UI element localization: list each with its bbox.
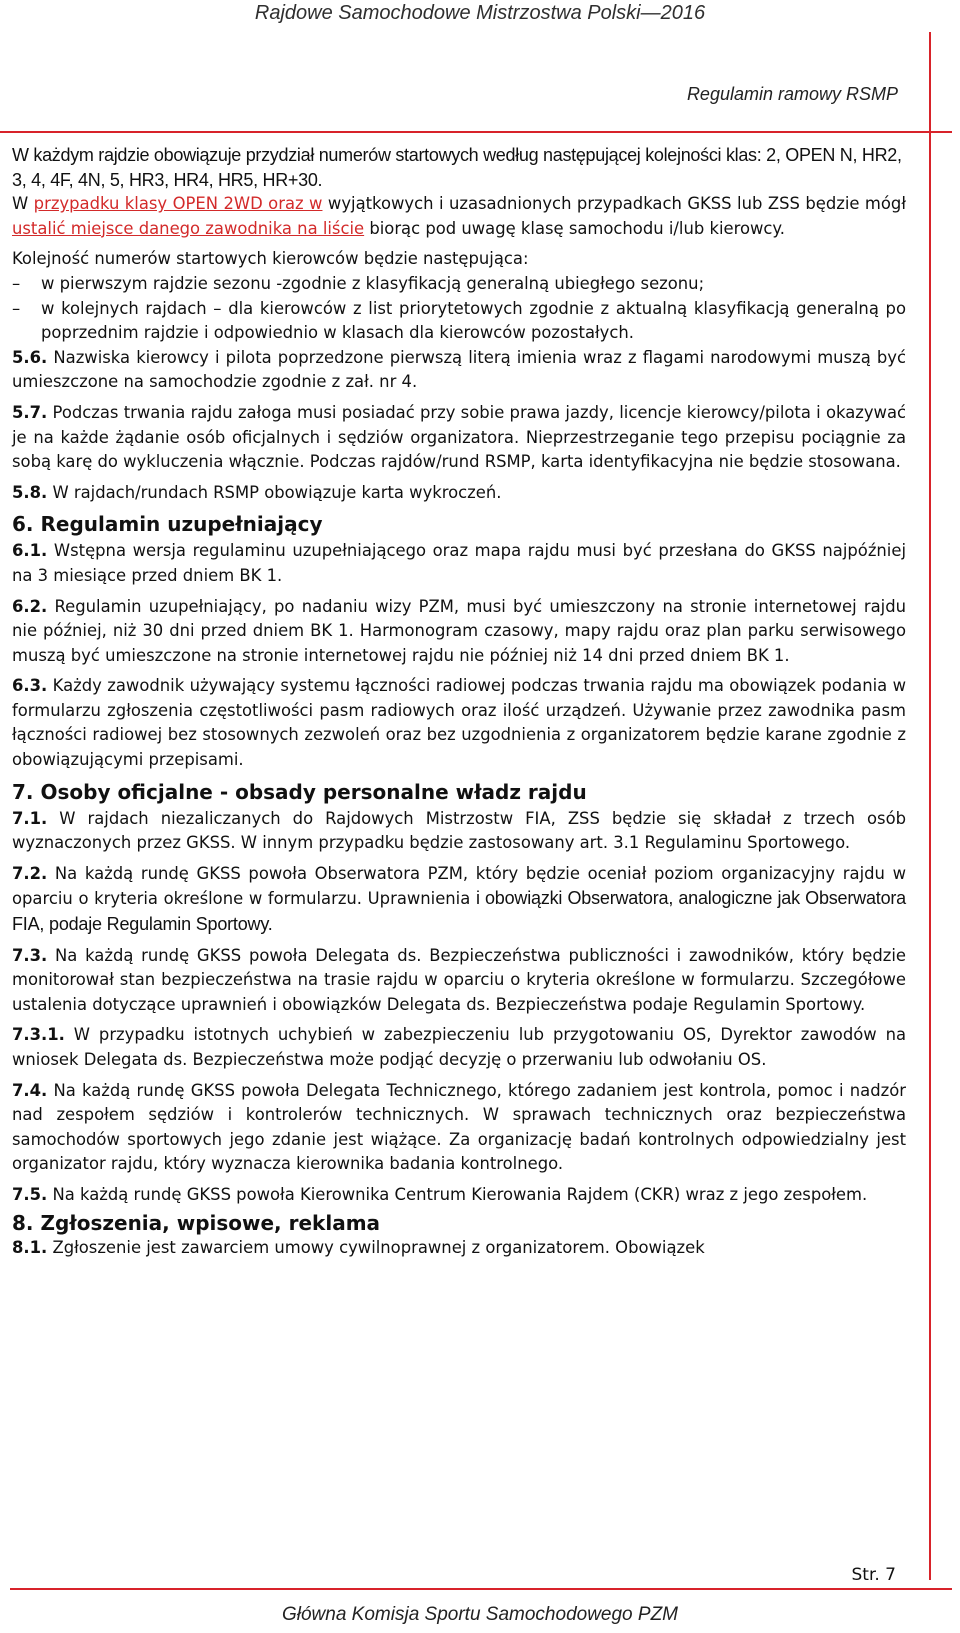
document-subtitle: Regulamin ramowy RSMP — [686, 84, 898, 104]
page-number: Str. 7 — [851, 1565, 896, 1585]
section-6-2 — [12, 595, 906, 669]
dash-bullet: – — [12, 273, 21, 293]
footer-rule — [10, 1588, 952, 1590]
paragraph-open-2wd — [12, 192, 906, 241]
section-number: 8.1. — [12, 1237, 48, 1257]
heading-section-7: 7. Osoby oficjalne - obsady personalne władz rajdu — [12, 779, 587, 804]
section-5-7 — [12, 401, 906, 475]
page-content — [12, 143, 906, 1260]
section-7-1 — [12, 807, 906, 856]
section-text: Każdy zawodnik używający systemu łączności radiowej podczas trwania rajdu ma obowiązek podania w formularzu zgłoszenia częstotliwości pasm radiowych oraz ilość urządzeń. Używanie przez zawodnika pasm łączności radiowej bez stosownych zezwoleń oraz bez uzgodnienia z organizatorem będzie karane zgodnie z obowiązującymi przepisami. — [12, 676, 906, 770]
list-item-text: w pierwszym rajdzie sezonu -zgodnie z klasyfikacją generalną ubiegłego sezonu; — [41, 273, 705, 293]
section-number: 6.3. — [12, 676, 48, 696]
section-text: Na każdą rundę GKSS powoła Obserwatora PZM, który będzie oceniał poziom organizacyjny rajdu w oparciu o kryteria określone w formularzu. Uprawnienia — [12, 863, 906, 909]
section-number: 5.8. — [12, 482, 48, 502]
margin-rule — [929, 32, 931, 1580]
section-number: 7.2. — [12, 863, 48, 883]
heading-section-8: 8. Zgłoszenia, wpisowe, reklama — [12, 1210, 381, 1235]
section-number: 6.2. — [12, 596, 48, 616]
list-item — [12, 272, 906, 297]
section-text: Nazwiska kierowcy i pilota poprzedzone pierwszą literą imienia wraz z flagami narodowymi muszą być umieszczone na samochodzie zgodnie z zał. nr 4. — [12, 347, 906, 392]
tracked-change-link[interactable]: przypadku klasy OPEN 2WD oraz w — [33, 194, 323, 214]
section-number: 5.7. — [12, 402, 48, 422]
section-text: Wstępna wersja regulaminu uzupełniającego oraz mapa rajdu musi być przesłana do GKSS najpóźniej na 3 miesiące przed dniem BK 1. — [12, 541, 906, 585]
section-6-3 — [12, 674, 906, 772]
section-6-1 — [12, 539, 906, 588]
section-number: 7.3. — [12, 945, 48, 965]
section-number: 7.1. — [12, 808, 48, 828]
section-number: 6.1. — [12, 541, 48, 561]
paragraph-class-order: W każdym rajdzie obowiązuje przydział numerów startowych według następującej kolejności klas: 2, OPEN N, HR2, 3, 4, 4F, 4N, 5, HR3, HR4, HR5, HR+30. — [12, 145, 902, 190]
section-number: 7.4. — [12, 1080, 48, 1100]
section-text: W rajdach niezaliczanych do Rajdowych Mistrzostw FIA, ZSS będzie się składał z trzech osób wyznaczonych przez GKSS. W innym przypadku będzie zastosowany art. 3.1 Regulaminu Sportowego. — [12, 808, 906, 853]
section-text: Zgłoszenie jest zawarciem umowy cywilnoprawnej z organizatorem. Obowiązek — [47, 1237, 705, 1257]
page-header: Rajdowe Samochodowe Mistrzostwa Polski—2016 — [254, 2, 706, 24]
section-text: W przypadku istotnych uchybień w zabezpieczeniu lub przygotowaniu OS, Dyrektor zawodów na wniosek Delegata ds. Bezpieczeństwa może podjąć decyzję o przerwaniu lub odwołaniu OS. — [12, 1025, 906, 1069]
text-segment: biorąc pod uwagę klasę samochodu i/lub kierowcy. — [364, 218, 785, 238]
text-segment: wyjątkowych i uzasadnionych przypadkach GKSS lub ZSS będzie mógł — [322, 194, 906, 214]
section-text: Na każdą rundę GKSS powoła Delegata Technicznego, którego zadaniem jest kontrola, pomoc i nadzór nad zespołem sędziów i kontrolerów technicznych. W sprawach technicznych oraz bezpieczeństwa samochodów sportowych jego zdanie jest wiążące. Za organizację badań kontrolnych odpowiedzialny jest organizator rajdu, który wyznacza kierownika badania kontrolnego. — [12, 1080, 906, 1174]
section-text: Podczas trwania rajdu załoga musi posiadać przy sobie prawa jazdy, licencje kierowcy/pilota i okazywać je na każde żądanie osób oficjalnych i sędziów organizatora. Nieprzestrzeganie tego przepisu pociągnie za sobą karę do wykluczenia włącznie. Podczas rajdów/rund RSMP, karta identyfikacyjna nie będzie stosowana. — [12, 402, 906, 472]
list-item-text: w kolejnych rajdach – dla kierowców z list priorytetowych zgodnie z aktualną klasyfikacją generalną po poprzednim rajdzie i odpowiednio w klasach dla kierowców pozostałych. — [41, 298, 906, 343]
section-text-tail: i obowiązki Obserwatora, analogiczne jak Obserwatora FIA, podaje Regulamin Sportowy. — [12, 888, 906, 935]
section-number: 7.5. — [12, 1184, 48, 1204]
heading-section-6: 6. Regulamin uzupełniający — [12, 512, 323, 537]
section-7-4 — [12, 1079, 906, 1177]
dash-bullet: – — [12, 298, 21, 318]
section-7-3-1 — [12, 1023, 906, 1072]
header-rule — [0, 131, 952, 133]
section-number: 5.6. — [12, 347, 48, 367]
list-item — [12, 297, 906, 346]
section-5-8 — [12, 481, 906, 506]
section-text: Regulamin uzupełniający, po nadaniu wizy PZM, musi być umieszczony na stronie internetowej rajdu nie później, niż 30 dni przed dniem BK 1. Harmonogram czasowy, mapy rajdu oraz plan parku serwisowego muszą być umieszczone na stronie internetowej rajdu nie później niż 14 dni przed dniem BK 1. — [12, 596, 906, 665]
section-5-6 — [12, 346, 906, 395]
paragraph-order-intro: Kolejność numerów startowych kierowców będzie następująca: — [12, 249, 529, 269]
text-segment: W — [12, 194, 34, 214]
section-7-3 — [12, 944, 906, 1018]
tracked-change-link[interactable]: ustalić miejsce danego zawodnika na liście — [12, 218, 365, 238]
section-number: 7.3.1. — [12, 1025, 65, 1045]
section-8-1 — [12, 1236, 906, 1261]
section-7-2 — [12, 862, 906, 938]
section-text: Na każdą rundę GKSS powoła Kierownika Centrum Kierowania Rajdem (CKR) wraz z jego zespołem. — [47, 1184, 868, 1204]
section-text: Na każdą rundę GKSS powoła Delegata ds. Bezpieczeństwa publiczności i zawodników, który będzie monitorował stan bezpieczeństwa na trasie rajdu w oparciu o kryteria określone w formularzu. Szczegółowe ustalenia dotyczące uprawnień i obowiązków Delegata ds. Bezpieczeństwa podaje Regulamin Sportowy. — [12, 945, 906, 1014]
section-7-5 — [12, 1183, 906, 1208]
page-footer: Główna Komisja Sportu Samochodowego PZM — [281, 1604, 679, 1625]
section-text: W rajdach/rundach RSMP obowiązuje karta wykroczeń. — [47, 482, 502, 502]
